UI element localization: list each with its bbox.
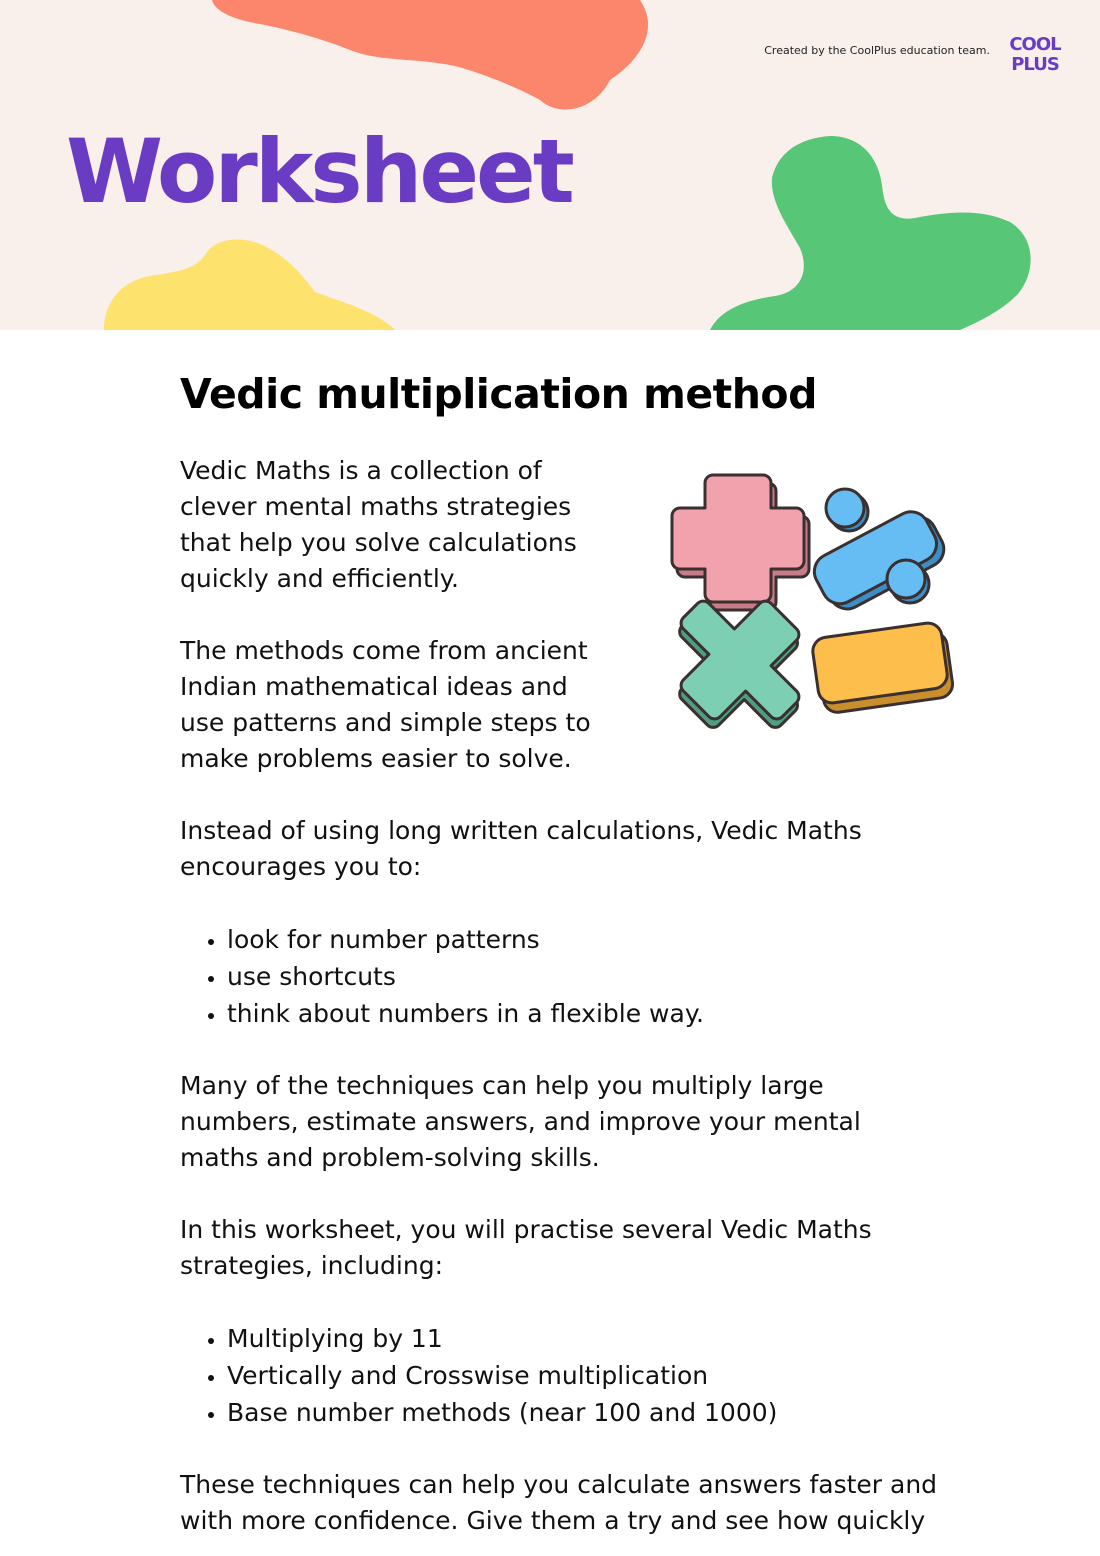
techniques-paragraph: Many of the techniques can help you multiply large numbers, estimate answers, and improve your mental maths and problem-solving skills. <box>180 1071 861 1173</box>
list-item: • look for number patterns <box>227 921 960 958</box>
svg-text:COOL: COOL <box>1009 34 1061 55</box>
strategies-intro-paragraph: In this worksheet, you will practise several Vedic Maths strategies, including: <box>180 1215 872 1281</box>
worksheet-content <box>180 370 960 1539</box>
encourage-list <box>180 921 960 1032</box>
coolplus-logo <box>1000 32 1070 74</box>
list-item: • Base number methods (near 100 and 1000) <box>227 1394 960 1431</box>
intro-paragraph-2: The methods come from ancient Indian mathematical ideas and use patterns and simple steps to make problems easier to solve. <box>180 636 591 774</box>
orange-blob <box>212 0 648 110</box>
header-banner <box>0 0 1100 330</box>
yellow-blob <box>104 239 395 330</box>
closing-paragraph: These techniques can help you calculate answers faster and with more confidence. Give them a try and see how quickly <box>180 1470 938 1536</box>
list-item: • Vertically and Crosswise multiplication <box>227 1357 960 1394</box>
list-item: • think about numbers in a flexible way. <box>227 995 960 1032</box>
intro-block <box>180 453 960 777</box>
page-title: Worksheet <box>66 120 572 223</box>
list-item: • use shortcuts <box>227 958 960 995</box>
credit-text: Created by the CoolPlus education team. <box>764 44 990 57</box>
strategies-list <box>180 1320 960 1431</box>
intro-paragraph-1: Vedic Maths is a collection of clever mental maths strategies that help you solve calculations quickly and efficiently. <box>180 456 577 594</box>
green-blob <box>710 136 1031 330</box>
lead-in-paragraph: Instead of using long written calculations, Vedic Maths encourages you to: <box>180 816 862 882</box>
svg-text:PLUS: PLUS <box>1011 54 1059 74</box>
list-item: • Multiplying by 11 <box>227 1320 960 1357</box>
section-title: Vedic multiplication method <box>180 370 817 418</box>
